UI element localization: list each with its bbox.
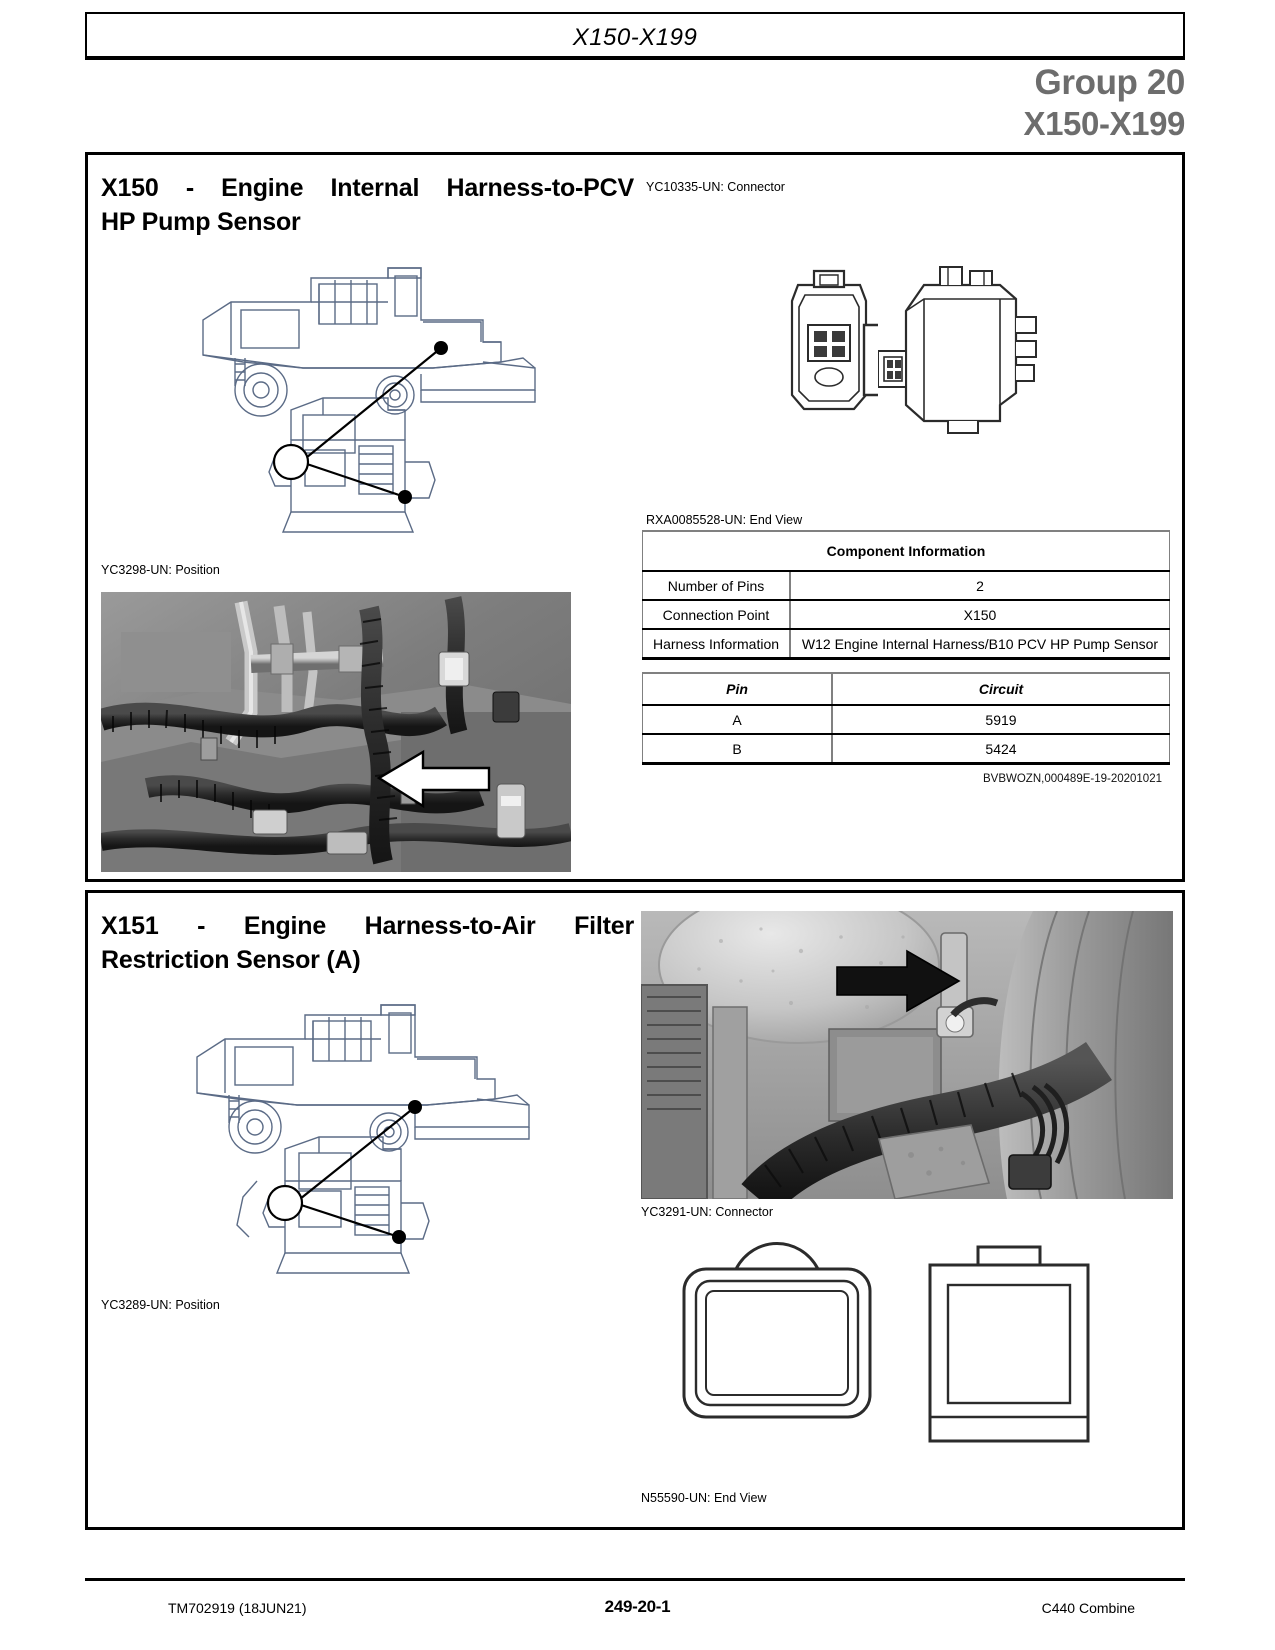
running-title: X150-X199 — [572, 24, 698, 51]
pin-circuit-table — [642, 672, 1170, 765]
pin-row-pin-0: A — [643, 705, 833, 734]
x150-connector-diagram — [648, 255, 1048, 455]
x151-connector-caption: YC3291-UN: Connector — [641, 1205, 774, 1219]
group-label: Group 20 — [1034, 63, 1185, 102]
x151-position-caption: YC3289-UN: Position — [101, 1298, 220, 1312]
footer-machine-name: C440 Combine — [1041, 1600, 1135, 1616]
section-x151 — [85, 890, 1185, 1530]
page-header-bar — [85, 12, 1185, 60]
pin-table-header-pin: Pin — [643, 673, 833, 705]
section-x150-title-line2: HP Pump Sensor — [101, 208, 301, 236]
component-information-table — [642, 530, 1170, 660]
group-range: X150-X199 — [1023, 105, 1185, 142]
table-row — [643, 629, 1170, 659]
x150-engine-photo — [101, 592, 571, 872]
x151-endview-caption: N55590-UN: End View — [641, 1491, 767, 1505]
table-row — [643, 734, 1170, 764]
group-heading — [1023, 62, 1185, 144]
footer-divider — [85, 1578, 1185, 1581]
section-x151-title — [101, 909, 634, 977]
pin-table-header-circuit: Circuit — [832, 673, 1170, 705]
component-row-value-0: 2 — [790, 571, 1170, 600]
pin-row-circuit-1: 5424 — [832, 734, 1170, 764]
x151-combine-position-diagram — [173, 985, 563, 1275]
component-row-value-2: W12 Engine Internal Harness/B10 PCV HP Pump Sensor — [790, 629, 1170, 659]
component-row-label-2: Harness Information — [643, 629, 791, 659]
footer-page-number: 249-20-1 — [604, 1597, 671, 1616]
x151-air-filter-photo — [641, 911, 1173, 1199]
x150-position-caption: YC3298-UN: Position — [101, 563, 220, 577]
x151-connector-endview-diagram — [648, 1231, 1168, 1481]
table-row — [643, 571, 1170, 600]
component-row-label-0: Number of Pins — [643, 571, 791, 600]
pin-row-circuit-0: 5919 — [832, 705, 1170, 734]
table-row — [643, 600, 1170, 629]
section-x151-title-line1: X151 - Engine Harness-to-Air Filter — [101, 912, 634, 940]
component-row-value-1: X150 — [790, 600, 1170, 629]
section-x151-title-line2: Restriction Sensor (A) — [101, 946, 361, 974]
section-x150-title — [101, 171, 634, 239]
pin-row-pin-1: B — [643, 734, 833, 764]
x150-reference-code: BVBWOZN,000489E-19-20201021 — [983, 773, 1162, 785]
x150-endview-caption: RXA0085528-UN: End View — [646, 513, 803, 527]
table-row — [643, 705, 1170, 734]
section-x150 — [85, 152, 1185, 882]
component-row-label-1: Connection Point — [643, 600, 791, 629]
component-table-header: Component Information — [643, 531, 1170, 571]
footer-document-id: TM702919 (18JUN21) — [168, 1600, 307, 1616]
section-x150-title-line1: X150 - Engine Internal Harness-to-PCV — [101, 174, 634, 202]
x150-combine-position-diagram — [183, 250, 563, 550]
x150-connector-caption: YC10335-UN: Connector — [646, 180, 785, 194]
